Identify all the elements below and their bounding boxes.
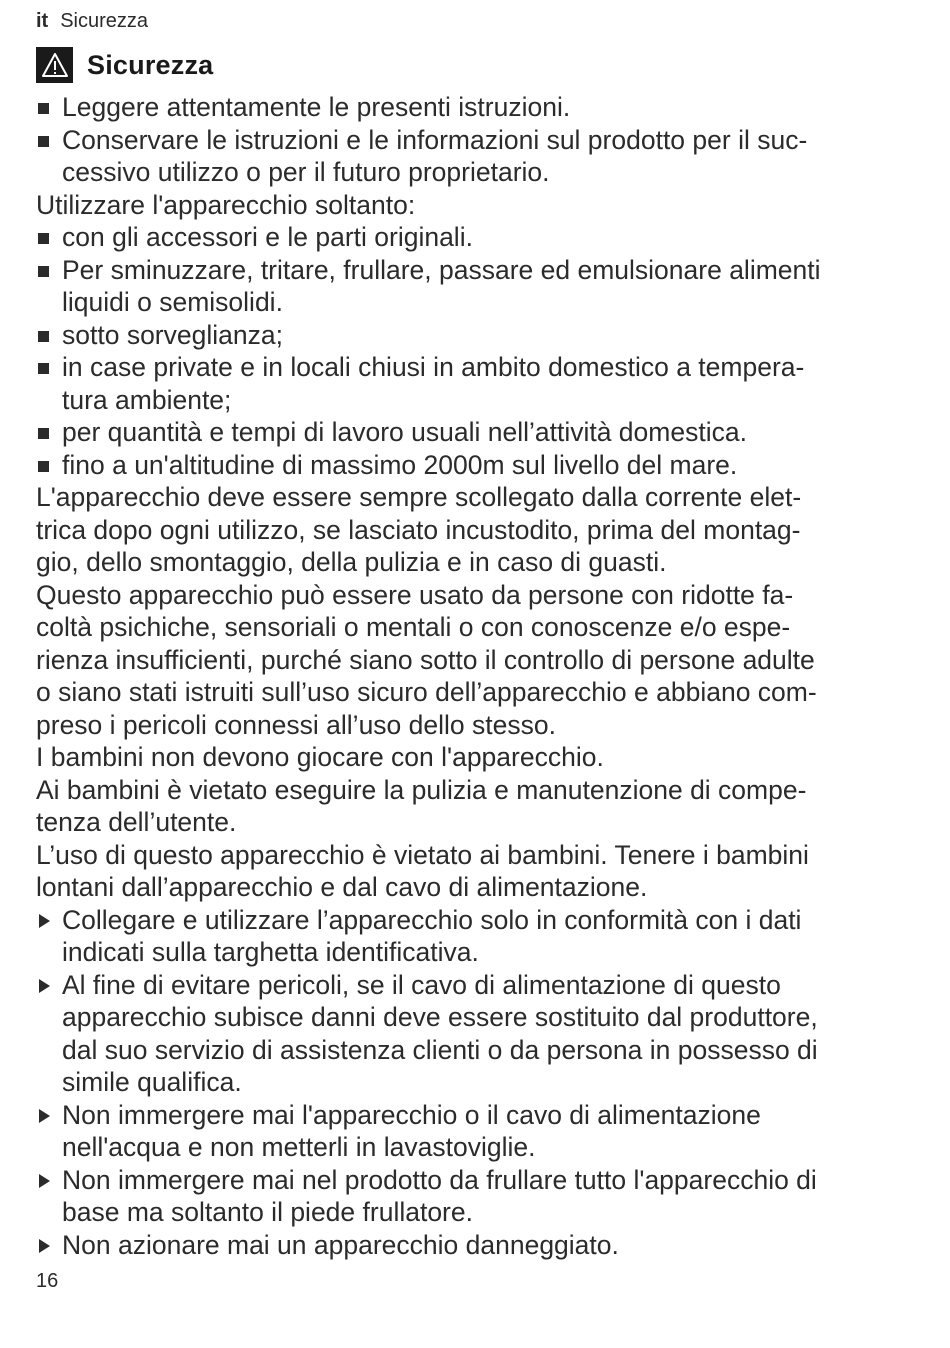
section-heading xyxy=(36,47,213,83)
text-line: trica dopo ogni utilizzo, se lasciato incustodito, prima del montag- xyxy=(36,514,801,545)
bullet-item xyxy=(36,449,908,482)
square-bullet-icon xyxy=(38,363,49,374)
text-line: cessivo utilizzo o per il futuro proprietario. xyxy=(62,157,550,187)
text-line: Non immergere mai l'apparecchio o il cavo di alimentazione xyxy=(62,1099,761,1130)
text-line: tenza dell’utente. xyxy=(36,807,237,837)
text-line: L’uso di questo apparecchio è vietato ai bambini. Tenere i bambini xyxy=(36,839,809,870)
bullet-item xyxy=(36,351,908,416)
bullet-item xyxy=(36,416,908,449)
triangle-bullet-icon xyxy=(39,1239,50,1253)
section-name: Sicurezza xyxy=(60,10,149,32)
paragraph xyxy=(36,774,908,839)
square-bullet-icon xyxy=(38,136,49,147)
triangle-bullet-icon xyxy=(39,914,50,928)
paragraph xyxy=(36,579,908,742)
instruction-item xyxy=(36,1099,908,1164)
text-line: dal suo servizio di assistenza clienti o da persona in possesso di xyxy=(62,1034,818,1065)
bullet-item xyxy=(36,319,908,352)
text-line: Non immergere mai nel prodotto da frullare tutto l'apparecchio di xyxy=(62,1164,817,1195)
text-line: Collegare e utilizzare l’apparecchio solo in conformità con i dati xyxy=(62,904,802,935)
text-line: rienza insufficienti, purché siano sotto il controllo di persone adulte xyxy=(36,644,815,675)
square-bullet-icon xyxy=(38,428,49,439)
running-header xyxy=(36,8,148,34)
text-line: I bambini non devono giocare con l'apparecchio. xyxy=(36,742,604,772)
safety-text xyxy=(36,91,908,1261)
page-title: Sicurezza xyxy=(87,49,214,80)
text-line: Conservare le istruzioni e le informazioni sul prodotto per il suc- xyxy=(62,124,808,155)
text-line: fino a un'altitudine di massimo 2000m sul livello del mare. xyxy=(62,449,738,480)
bullet-item xyxy=(36,254,908,319)
text-line: Utilizzare l'apparecchio soltanto: xyxy=(36,189,416,220)
text-line: lontani dall’apparecchio e dal cavo di alimentazione. xyxy=(36,872,648,902)
text-line: con gli accessori e le parti originali. xyxy=(62,222,473,252)
square-bullet-icon xyxy=(38,266,49,277)
bullet-item xyxy=(36,124,908,189)
square-bullet-icon xyxy=(38,461,49,472)
instruction-item xyxy=(36,1164,908,1229)
text-line: base ma soltanto il piede frullatore. xyxy=(62,1197,473,1227)
language-code: it xyxy=(36,10,49,32)
triangle-bullet-icon xyxy=(39,1109,50,1123)
text-line: per quantità e tempi di lavoro usuali nell’attività domestica. xyxy=(62,417,747,447)
instruction-item xyxy=(36,904,908,969)
page-number: 16 xyxy=(36,1270,59,1292)
triangle-bullet-icon xyxy=(39,979,50,993)
triangle-bullet-icon xyxy=(39,1174,50,1188)
text-line: nell'acqua e non metterli in lavastoviglie. xyxy=(62,1132,536,1162)
text-line: Non azionare mai un apparecchio danneggiato. xyxy=(62,1229,619,1260)
text-line: Al fine di evitare pericoli, se il cavo di alimentazione di questo xyxy=(62,969,781,1000)
square-bullet-icon xyxy=(38,103,49,114)
paragraph xyxy=(36,189,908,222)
text-line: Questo apparecchio può essere usato da persone con ridotte fa- xyxy=(36,579,794,610)
paragraph xyxy=(36,741,908,774)
bullet-item xyxy=(36,91,908,124)
text-line: gio, dello smontaggio, della pulizia e in caso di guasti. xyxy=(36,547,667,577)
text-line: Leggere attentamente le presenti istruzioni. xyxy=(62,92,571,122)
square-bullet-icon xyxy=(38,331,49,342)
text-line: simile qualifica. xyxy=(62,1067,242,1097)
text-line: apparecchio subisce danni deve essere sostituito dal produttore, xyxy=(62,1002,818,1032)
text-line: coltà psichiche, sensoriali o mentali o con conoscenze e/o espe- xyxy=(36,612,791,642)
instruction-item xyxy=(36,969,908,1099)
text-line: Per sminuzzare, tritare, frullare, passare ed emulsionare alimenti xyxy=(62,254,821,285)
instruction-item xyxy=(36,1229,908,1262)
bullet-item xyxy=(36,221,908,254)
text-line: tura ambiente; xyxy=(62,384,232,415)
text-line: liquidi o semisolidi. xyxy=(62,287,283,317)
paragraph xyxy=(36,481,908,579)
text-line: o siano stati istruiti sull’uso sicuro dell’apparecchio e abbiano com- xyxy=(36,677,817,707)
text-line: in case private e in locali chiusi in ambito domestico a tempera- xyxy=(62,352,805,382)
square-bullet-icon xyxy=(38,233,49,244)
text-line: L'apparecchio deve essere sempre scollegato dalla corrente elet- xyxy=(36,482,802,512)
warning-icon xyxy=(36,47,73,83)
text-line: indicati sulla targhetta identificativa. xyxy=(62,937,479,967)
paragraph xyxy=(36,839,908,904)
text-line: sotto sorveglianza; xyxy=(62,319,283,350)
text-line: preso i pericoli connessi all’uso dello stesso. xyxy=(36,709,556,740)
text-line: Ai bambini è vietato eseguire la pulizia e manutenzione di compe- xyxy=(36,774,807,805)
